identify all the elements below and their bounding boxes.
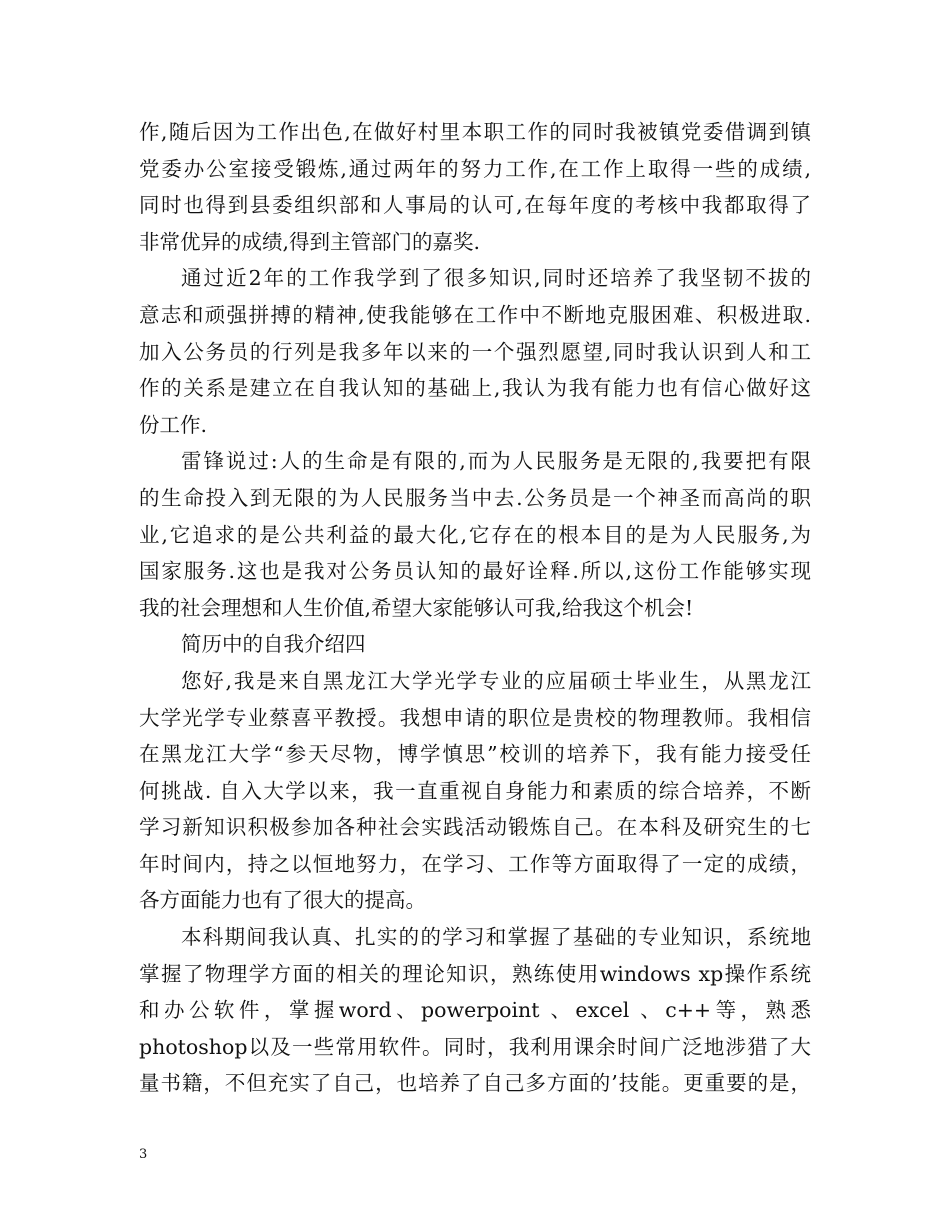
text-line: 国家服务.这也是我对公务员认知的最好诠释.所以,这份工作能够实现 [139, 559, 811, 584]
text-line: 我的社会理想和人生价值,希望大家能够认可我,给我这个机会! [139, 595, 694, 620]
text-line: 加入公务员的行列是我多年以来的一个强烈愿望,同时我认识到人和工 [139, 339, 811, 364]
text-line: 和办公软件，掌握word、powerpoint 、excel 、c++等，熟悉 [139, 998, 811, 1023]
text-line: 党委办公室接受锻炼,通过两年的努力工作,在工作上取得一些的成绩, [139, 156, 811, 181]
text-line: 大学光学专业蔡喜平教授。我想申请的职位是贵校的物理教师。我相信 [139, 705, 811, 730]
text-line: 年时间内，持之以恒地努力，在学习、工作等方面取得了一定的成绩， [139, 851, 811, 876]
text-line: 何挑战. 自入大学以来，我一直重视自身能力和素质的综合培养，不断 [139, 778, 811, 803]
text-line: 通过近2年的工作我学到了很多知识,同时还培养了我坚韧不拔的 [181, 266, 811, 291]
text-line: 您好,我是来自黑龙江大学光学专业的应届硕士毕业生，从黑龙江 [181, 668, 811, 693]
text-line: 作,随后因为工作出色,在做好村里本职工作的同时我被镇党委借调到镇 [139, 120, 811, 144]
text-line: 掌握了物理学方面的相关的理论知识，熟练使用windows xp操作系统 [139, 961, 811, 986]
text-line: 非常优异的成绩,得到主管部门的嘉奖. [139, 229, 481, 254]
text-line: photoshop以及一些常用软件。同时，我利用课余时间广泛地涉猎了大 [139, 1034, 811, 1059]
page-number: 3 [139, 1147, 148, 1162]
text-line: 本科期间我认真、扎实的的学习和掌握了基础的专业知识，系统地 [181, 925, 811, 950]
text-line: 同时也得到县委组织部和人事局的认可,在每年度的考核中我都取得了 [139, 193, 811, 218]
text-line: 各方面能力也有了很大的提高。 [139, 888, 426, 913]
text-line: 在黑龙江大学“参天尽物，博学慎思”校训的培养下，我有能力接受任 [139, 742, 811, 767]
text-line: 业,它追求的是公共利益的最大化,它存在的根本目的是为人民服务,为 [139, 522, 811, 547]
text-line: 意志和顽强拼搏的精神,使我能够在工作中不断地克服困难、积极进取. [139, 302, 811, 327]
text-line: 份工作. [139, 412, 208, 437]
text-line: 雷锋说过:人的生命是有限的,而为人民服务是无限的,我要把有限 [181, 449, 811, 474]
text-line: 量书籍，不但充实了自己，也培养了自己多方面的’技能。更重要的是， [139, 1071, 811, 1096]
text-line: 作的关系是建立在自我认知的基础上,我认为我有能力也有信心做好这 [139, 376, 811, 401]
text-line: 学习新知识积极参加各种社会实践活动锻炼自己。在本科及研究生的七 [139, 815, 811, 840]
text-line: 的生命投入到无限的为人民服务当中去.公务员是一个神圣而高尚的职 [139, 485, 811, 510]
document-body [139, 114, 811, 1102]
section-heading: 简历中的自我介绍四 [181, 632, 366, 657]
